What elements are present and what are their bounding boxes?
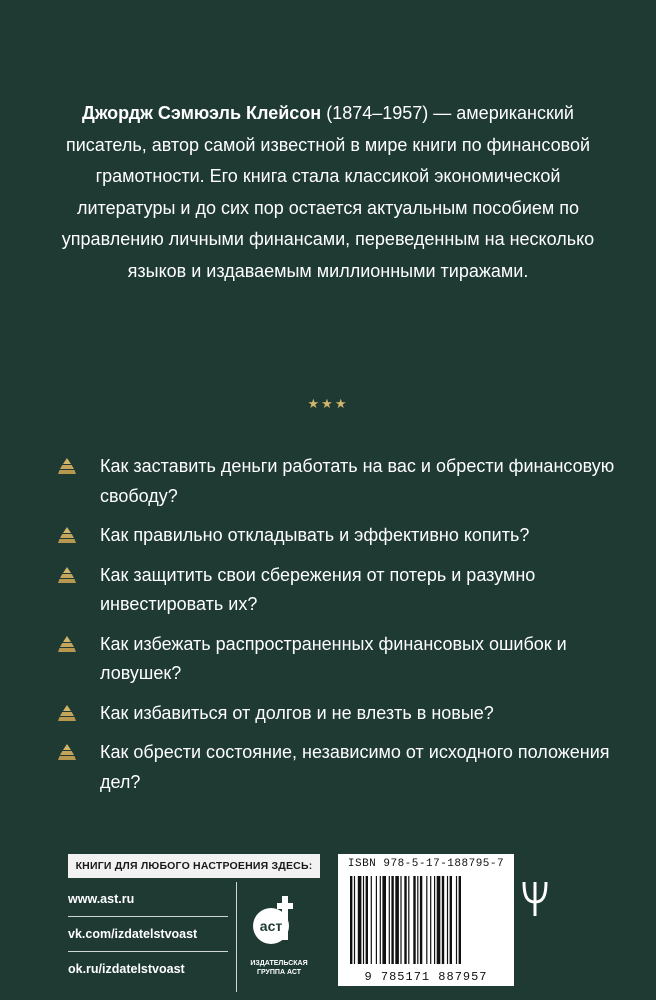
question-item bbox=[56, 452, 616, 511]
publisher-links-box bbox=[68, 854, 320, 976]
link-vk[interactable]: vk.com/izdatelstvoast bbox=[68, 917, 228, 952]
question-list bbox=[56, 452, 616, 807]
publisher-logo-text: аст bbox=[259, 918, 283, 934]
question-text: Как правильно откладывать и эффективно копить? bbox=[100, 525, 530, 545]
isbn-text: ISBN 978-5-17-188795-7 bbox=[347, 858, 505, 870]
barcode-block bbox=[338, 854, 514, 986]
gold-pyramid-icon bbox=[58, 567, 76, 583]
gold-pyramid-icon bbox=[58, 744, 76, 760]
author-years: (1874–1957) — bbox=[321, 103, 452, 123]
psi-logo-icon bbox=[520, 878, 550, 918]
question-item bbox=[56, 738, 616, 797]
gold-pyramid-icon bbox=[58, 527, 76, 543]
barcode-icon bbox=[346, 876, 506, 964]
question-text: Как заставить деньги работать на вас и обрести финансовую свободу? bbox=[100, 456, 615, 506]
publisher-logo-block bbox=[236, 882, 321, 992]
gold-pyramid-icon bbox=[58, 705, 76, 721]
star-separator: ★★★ bbox=[307, 396, 349, 411]
question-text: Как обрести состояние, независимо от исходного положения дел? bbox=[100, 742, 610, 792]
question-item bbox=[56, 630, 616, 689]
question-item bbox=[56, 699, 616, 729]
links-heading: КНИГИ ДЛЯ ЛЮБОГО НАСТРОЕНИЯ ЗДЕСЬ: bbox=[68, 854, 320, 878]
question-item bbox=[56, 521, 616, 551]
gold-pyramid-icon bbox=[58, 636, 76, 652]
links-list bbox=[68, 882, 228, 986]
publisher-name: ИЗДАТЕЛЬСКАЯ ГРУППА АСТ bbox=[250, 960, 308, 976]
question-text: Как избежать распространенных финансовых ошибок и ловушек? bbox=[100, 633, 567, 683]
gold-pyramid-icon bbox=[58, 458, 76, 474]
author-description: американский писатель, автор самой известной в мире книги по финансовой грамотности. Его книга стала классикой экономической литературы и до сих пор остается актуальным пособием по управлению личными финансами, переведенным на несколько языков и издаваемым миллионными тиражами. bbox=[61, 103, 595, 281]
link-website[interactable]: www.ast.ru bbox=[68, 882, 228, 917]
question-item bbox=[56, 561, 616, 620]
link-ok[interactable]: ok.ru/izdatelstvoast bbox=[68, 962, 185, 976]
author-bio bbox=[60, 98, 596, 287]
publisher-logo-icon bbox=[249, 888, 309, 950]
question-text: Как защитить свои сбережения от потерь и разумно инвестировать их? bbox=[100, 564, 536, 614]
question-text: Как избавиться от долгов и не влезть в новые? bbox=[100, 702, 494, 723]
author-name: Джордж Сэмюэль Клейсон bbox=[82, 103, 322, 123]
barcode-digits: 9 785171 887957 bbox=[364, 970, 488, 984]
